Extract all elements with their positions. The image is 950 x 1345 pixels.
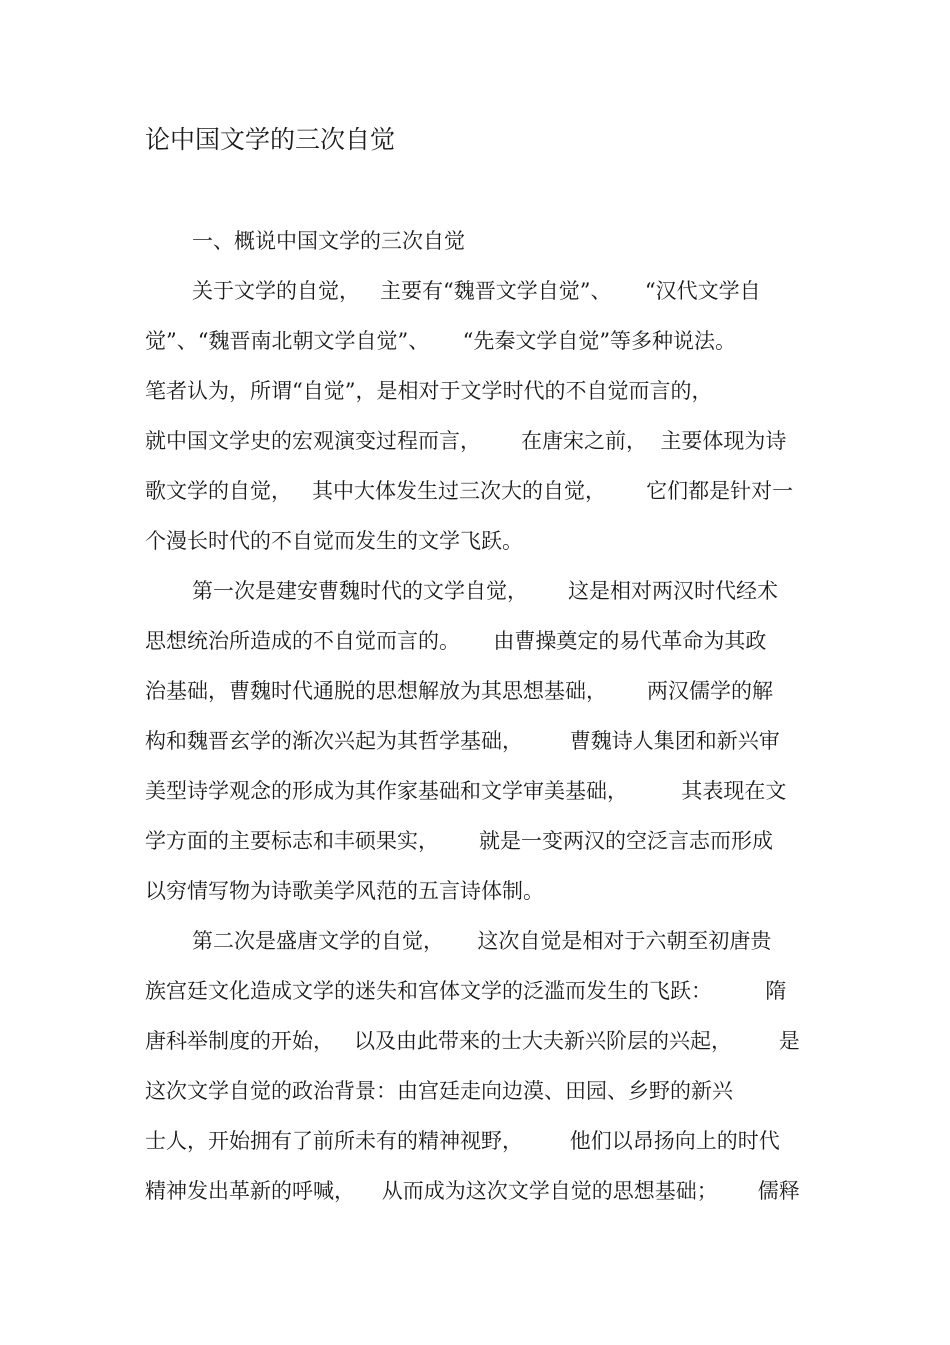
text-line: 第一次是建安曹魏时代的文学自觉， 这是相对两汉时代经术: [192, 579, 779, 603]
text-line: 以穷情写物为诗歌美学风范的五言诗体制。: [145, 879, 544, 903]
text-line: 唐科举制度的开始， 以及由此带来的士大夫新兴阶层的兴起， 是: [145, 1029, 800, 1053]
text-line: 精神发出革新的呼喊， 从而成为这次文学自觉的思想基础； 儒释: [145, 1179, 800, 1203]
text-line: 治基础，曹魏时代通脱的思想解放为其思想基础， 两汉儒学的解: [145, 679, 774, 703]
text-line: 关于文学的自觉， 主要有“魏晋文学自觉”、 “汉代文学自: [192, 279, 761, 303]
text-line: 思想统治所造成的不自觉而言的。 由曹操奠定的易代革命为其政: [145, 629, 767, 653]
text-line: 歌文学的自觉， 其中大体发生过三次大的自觉， 它们都是针对一: [145, 479, 794, 503]
section-heading: 一、概说中国文学的三次自觉: [192, 229, 465, 253]
text-line: 个漫长时代的不自觉而发生的文学飞跃。: [145, 529, 523, 553]
text-line: 士人，开始拥有了前所未有的精神视野， 他们以昂扬向上的时代: [145, 1129, 780, 1153]
text-line: 族宫廷文化造成文学的迷失和宫体文学的泛滥而发生的飞跃： 隋: [145, 979, 787, 1003]
text-line: 这次文学自觉的政治背景：由宫廷走向边漠、田园、乡野的新兴: [145, 1079, 733, 1103]
text-line: 就中国文学史的宏观演变过程而言， 在唐宋之前， 主要体现为诗: [145, 429, 787, 453]
text-line: 第二次是盛唐文学的自觉， 这次自觉是相对于六朝至初唐贵: [192, 929, 772, 953]
text-line: 笔者认为，所谓“自觉”，是相对于文学时代的不自觉而言的，: [145, 379, 713, 403]
text-line: 觉”、“魏晋南北朝文学自觉”、 “先秦文学自觉”等多种说法。: [145, 329, 737, 353]
text-line: 构和魏晋玄学的渐次兴起为其哲学基础， 曹魏诗人集团和新兴审: [145, 729, 780, 753]
document-title: 论中国文学的三次自觉: [145, 125, 396, 154]
text-line: 美型诗学观念的形成为其作家基础和文学审美基础， 其表现在文: [145, 779, 787, 803]
text-line: 学方面的主要标志和丰硕果实， 就是一变两汉的空泛言志而形成: [145, 829, 774, 853]
